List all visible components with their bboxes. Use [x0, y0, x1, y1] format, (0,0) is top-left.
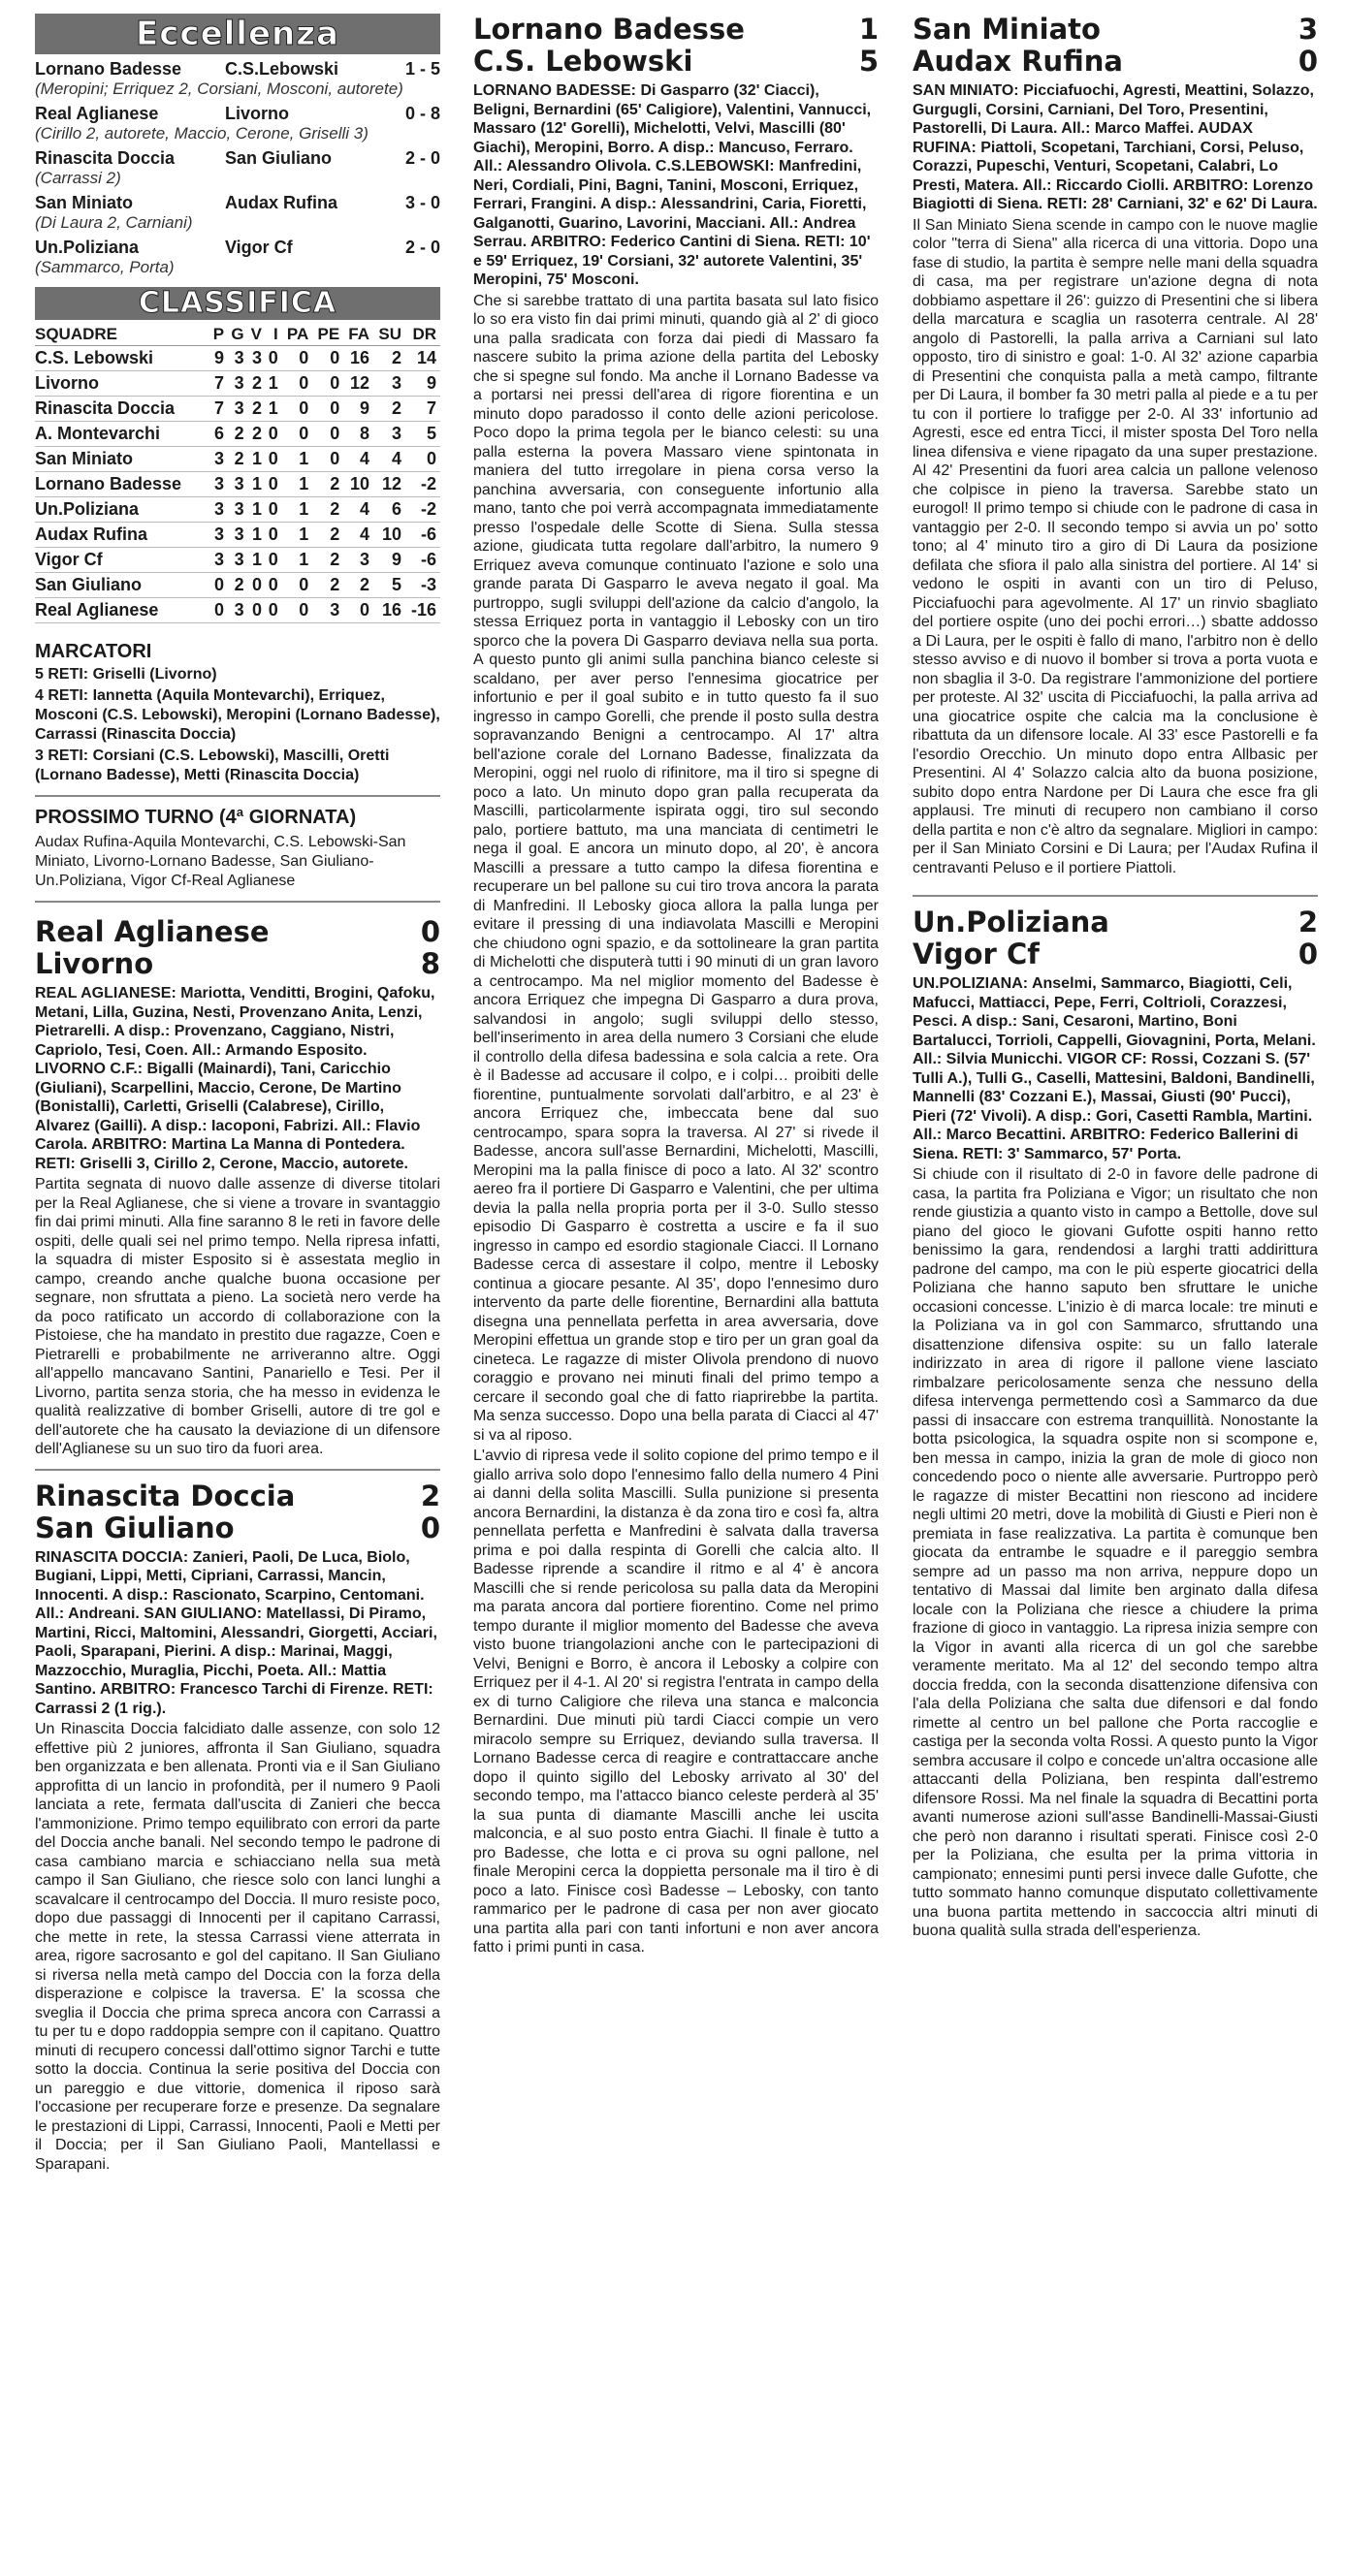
stat-cell: 4: [373, 447, 405, 472]
stat-cell: 16: [343, 346, 373, 371]
match-text: Un Rinascita Doccia falcidiato dalle assenze, con solo 12 effettive più 2 juniores, affronta il San Giuliano, squadra ben organizzata e ben allenata. Pronti via e il San Giuliano approfitta di un lancio in profondità, per il numero 9 Paoli lanciata a rete, fermata dall'uscita di Zanieri che becca l'ammonizione. Primo tempo equilibrato con errori da parte del Doccia anche banali. Nel secondo tempo le padrone di casa cambiano marcia e schiacciano nella sua metà campo il San Giuliano, che riesce solo con lanci lunghi a scavalcare il centrocampo del Doccia. Il muro resiste poco, dopo due passaggi di Innocenti per il capitano Carrassi, che mette in rete, la stessa Carrassi viene atterrata in area, rigore sacrosanto e gol del capitano. Il San Giuliano si riversa nella metà campo del Doccia con la forza della disperazione e colpisce la traversa. E' la scossa che sveglia il Doccia che prima spreca ancora con Carrassi a tu per tu e dopo raddoppia sempre con il capitano. Quattro minuti di recupero concessi dall'ottimo signor Tarchi e tutte sotto la doccia. Continua la serie positiva del Doccia con un pareggio e due vittorie, domenica il riposo sarà l'occasione per recuperare forze e presenze. Da segnalare le prestazioni di Lippi, Carrassi, Innocenti, Paoli e Metti per il Doccia; per il San Giuliano Paoli, Mantellassi e Sparapani.: [35, 1721, 440, 2173]
score: 3 - 0: [404, 193, 440, 212]
stat-cell: 2: [312, 497, 343, 523]
team-name-cell: Audax Rufina: [35, 523, 210, 548]
stat-cell: 0: [210, 598, 228, 623]
team-name-cell: Vigor Cf: [35, 548, 210, 573]
away-score: 0: [1298, 938, 1318, 970]
stat-cell: 16: [373, 598, 405, 623]
match-away-line: [35, 948, 440, 980]
stat-cell: 1: [248, 523, 266, 548]
result-item: [35, 192, 440, 233]
stat-cell: 3: [228, 497, 248, 523]
away-team: Livorno: [35, 947, 154, 980]
col-header: I: [266, 324, 282, 346]
stat-cell: 10: [343, 472, 373, 497]
stat-cell: 12: [373, 472, 405, 497]
standings-row: [35, 397, 440, 422]
col-header: DR: [405, 324, 440, 346]
stat-cell: -6: [405, 523, 440, 548]
stat-cell: 1: [248, 447, 266, 472]
match-away-line: [473, 46, 879, 78]
team-name-cell: Un.Poliziana: [35, 497, 210, 523]
stat-cell: 0: [266, 447, 282, 472]
stat-cell: 0: [282, 422, 313, 447]
team-name-cell: San Giuliano: [35, 573, 210, 598]
stat-cell: 0: [266, 497, 282, 523]
match-away-line: [35, 1512, 440, 1544]
col-header: V: [248, 324, 266, 346]
match-report: [913, 14, 1318, 877]
scorers-note: (Carrassi 2): [35, 169, 121, 187]
match-report: [473, 14, 879, 1957]
home-team: Un.Poliziana: [913, 906, 1109, 938]
stat-cell: 1: [282, 447, 313, 472]
home-score: 0: [420, 915, 440, 948]
home-score: 1: [858, 13, 879, 46]
stat-cell: 6: [210, 422, 228, 447]
stat-cell: 0: [282, 397, 313, 422]
standings-row: [35, 346, 440, 371]
stat-cell: 0: [343, 598, 373, 623]
stat-cell: -3: [405, 573, 440, 598]
team-name-cell: Real Aglianese: [35, 598, 210, 623]
stat-cell: 0: [266, 548, 282, 573]
stat-cell: -6: [405, 548, 440, 573]
stat-cell: 3: [373, 371, 405, 397]
match-formations: LORNANO BADESSE: Di Gasparro (32' Ciacci), Beligni, Bernardini (65' Caligiore), Valentini, Vannucci, Massaro (12' Gorelli), Michelotti, Velvi, Mascilli (80' Giachi), Meropini, Borro. A disp.: Mancuso, Ferraro. All.: Alessandro Olivola. C.S.LEBOWSKI: Manfredini, Neri, Cordiali, Pini, Bagni, Tanini, Mosconi, Erriquez, Ferrari, Frangini. A disp.: Alessandrini, Caria, Fioretti, Galganotti, Guarino, Lavorini, Macciani. All.: Andrea Serrau. ARBITRO: Federico Cantini di Siena. RETI: 10' e 59' Erriquez, 19' Corsiani, 32' autorete Valentini, 35' Meropini, 75' Mosconi.: [473, 82, 872, 288]
score: 2 - 0: [404, 238, 440, 257]
stat-cell: 3: [373, 422, 405, 447]
col-header: P: [210, 324, 228, 346]
stat-cell: 4: [343, 523, 373, 548]
home-score: 3: [1298, 13, 1318, 46]
match-home-line: [35, 1480, 440, 1512]
match-formations: UN.POLIZIANA: Anselmi, Sammarco, Biagiotti, Celi, Mafucci, Mattiacci, Pepe, Ferri, Coltrioli, Corazzesi, Pesci. A disp.: Sani, Cesaroni, Martino, Boni Bartalucci, Torrioli, Cappelli, Giovagnini, Porta, Melani. All.: Silvia Municchi. VIGOR CF: Rossi, Cozzani S. (57' Tulli A.), Tulli G., Caselli, Mattesini, Baldoni, Bandinelli, Mannelli (83' Cozzani E.), Massai, Giusti (90' Pucci), Pieri (72' Vivoli). A disp.: Gori, Casetti Rambla, Martini. All.: Marco Becattini. ARBITRO: Federico Ballerini di Siena. RETI: 3' Sammarco, 57' Porta.: [913, 975, 1316, 1162]
col-header: SQUADRE: [35, 324, 210, 346]
stat-cell: 3: [228, 523, 248, 548]
next-round-title: PROSSIMO TURNO (4ª GIORNATA): [35, 807, 357, 828]
divider: [35, 1469, 440, 1471]
stat-cell: 3: [228, 472, 248, 497]
away-score: 5: [858, 45, 879, 78]
away-score: 0: [420, 1511, 440, 1544]
column-middle: [473, 14, 879, 1957]
stat-cell: 0: [266, 523, 282, 548]
scorers-note: (Meropini; Erriquez 2, Corsiani, Mosconi, autorete): [35, 80, 403, 98]
divider: [913, 895, 1318, 897]
home-team: Lornano Badesse: [35, 59, 182, 79]
team-name-cell: A. Montevarchi: [35, 422, 210, 447]
stat-cell: 3: [228, 397, 248, 422]
stat-cell: 9: [373, 548, 405, 573]
standings-row: [35, 523, 440, 548]
match-text: Il San Miniato Siena scende in campo con le nuove maglie color "terra di Siena" alla ricerca di una vittoria. Dopo una fase di studio, la partita è sempre nelle mani della squadra di casa, ma per registrare un'azione degna di nota dobbiamo aspettare il 26': guizzo di Presentini che si libera della marcatura e scaglia un rasoterra centrale. Al 28' angolo di Pastorelli, la palla arriva a Carniani sul lato opposto, tiro di sinistro e goal: 1-0. Al 32' azione caparbia di Presentini che conquista palla a metà campo, filtrante per Di Laura, il bomber fa 30 metri palla al piede e a tu per tu con il portiere lo trafigge per 2-0. Al 33' infortunio ad Agresti, esce ed entra Ticci, il mister sposta Del Toro nella linea difensiva e viene ripagato da una super prestazione. Al 42' Presentini da fuori area calcia un pallone velenoso che colpisce in pieno la traversa. Sarebbe stato un eurogol! Il primo tempo si chiude con le padrone di casa in vantaggio per 2-0. Il secondo tempo si avvia un po' sotto tono; al 4' minuto tiro a giro di Di Laura da posizione defilata che sfiora il palo alla sinistra del portiere. Al 14' si vedono le ospiti in avanti con un tiro di Peluso, Picciafuochi para agevolmente. Al 17' un rinvio sbagliato del portiere ospite (uno dei pochi errori…) sbatte addosso a Di Laura, per le ospiti è fallo di mano, l'arbitro non è dello stesso avviso e di nuovo il bomber si trova a porta vuota e non sbaglia il 3-0. Da registrare l'ammonizione del portiere per proteste. Al 32' uscita di Picciafuochi, la palla arriva ad una giocatrice ospite che calcia ma la conclusione è ribattuta da un difensore locale. Al 33' esce Pastorelli e fa l'esordio Orecchio. Un minuto dopo entra Allbasic per Presentini. Al 4' Solazzo calcia alto da buona posizione, subito dopo entra Nardone per Di Laura che esce fra gli applausi. Tre minuti di recupero non cambiano il corso della partita e non c'è altro da segnalare. Migliori in campo: per il San Miniato Corsini e Di Laura; per l'Audax Rufina il centravanti Peluso e il portiere Piattoli.: [913, 216, 1318, 876]
standings-row: [35, 573, 440, 598]
stat-cell: 3: [210, 472, 228, 497]
match-text: Partita segnata di nuovo dalle assenze di diverse titolari per la Real Aglianese, che si viene a trovare in svantaggio fin dai primi minuti. Alla fine saranno 8 le reti in favore delle ospiti, delle quali sei nel primo tempo. Nella ripresa infatti, la squadra di mister Esposito si è assestata meglio in campo, creando anche qualche buona occasione per segnare, non sfruttata a pieno. La società nero verde ha da poco ratificato un accordo di collaborazione con la Pistoiese, che ha mandato in prestito due ragazze, Coen e Pietrarelli e probabilmente ne arriveranno altre. Oggi all'appello mancavano Santini, Panariello e Tesi. Per il Livorno, partita senza storia, che ha messo in evidenza le qualità realizzative di bomber Griselli, autore di tre gol e dell'autorete che ha causato la deviazione di un difensore dell'Aglianese su un suo tiro da fuori area.: [35, 1176, 440, 1457]
scorers-note: (Di Laura 2, Carniani): [35, 213, 193, 232]
stat-cell: 5: [373, 573, 405, 598]
home-team: Rinascita Doccia: [35, 1479, 296, 1512]
stat-cell: 0: [312, 447, 343, 472]
stat-cell: 0: [210, 573, 228, 598]
stat-cell: 1: [266, 371, 282, 397]
scorers-line: 3 RETI: Corsiani (C.S. Lebowski), Mascilli, Oretti (Lornano Badesse), Metti (Rinascita Doccia): [35, 747, 390, 783]
scorers-line: 5 RETI: Griselli (Livorno): [35, 666, 217, 683]
match-formations: SAN MINIATO: Picciafuochi, Agresti, Meattini, Solazzo, Gurgugli, Corsini, Carniani, Del Toro, Presentini, Pastorelli, Di Laura. All.: Marco Maffei. AUDAX RUFINA: Piattoli, Scopetani, Tarchiani, Corsi, Peluso, Corazzi, Pupeschi, Venturi, Scopetani, Calabri, Lo Presti, Matera. All.: Riccardo Ciolli. ARBITRO: Lorenzo Biagiotti di Siena. RETI: 28' Carniani, 32' e 62' Di Laura.: [913, 82, 1318, 212]
match-formations: RINASCITA DOCCIA: Zanieri, Paoli, De Luca, Biolo, Bugiani, Lippi, Metti, Cipriani, Carrassi, Mancin, Innocenti. A disp.: Rascionato, Scarpino, Centomani. All.: Andreani. SAN GIULIANO: Matellassi, Di Piramo, Martini, Ricci, Maltomini, Alessandri, Giorgetti, Acciari, Paoli, Sparapani, Pierini. A disp.: Marinai, Maggi, Mazzocchio, Muraglia, Picchi, Poeta. All.: Mattia Santino. ARBITRO: Francesco Tarchi di Firenze. RETI: Carrassi 2 (1 rig.).: [35, 1548, 437, 1717]
stat-cell: 2: [228, 573, 248, 598]
away-score: 0: [1298, 45, 1318, 78]
col-header: PE: [312, 324, 343, 346]
match-away-line: [913, 938, 1318, 970]
standings-table: [35, 324, 440, 623]
divider: [35, 795, 440, 797]
stat-cell: 2: [312, 573, 343, 598]
away-team: San Giuliano: [225, 148, 333, 168]
stat-cell: 3: [343, 548, 373, 573]
stat-cell: 9: [343, 397, 373, 422]
stat-cell: 0: [405, 447, 440, 472]
stat-cell: 0: [282, 346, 313, 371]
standings-row: [35, 472, 440, 497]
stat-cell: 0: [248, 598, 266, 623]
stat-cell: 2: [373, 397, 405, 422]
col-header: G: [228, 324, 248, 346]
stat-cell: 7: [210, 397, 228, 422]
stat-cell: 0: [312, 346, 343, 371]
stat-cell: 4: [343, 497, 373, 523]
away-score: 8: [420, 947, 440, 980]
stat-cell: 3: [312, 598, 343, 623]
results-banner: Eccellenza: [35, 14, 440, 54]
stat-cell: 4: [343, 447, 373, 472]
stat-cell: 14: [405, 346, 440, 371]
stat-cell: 0: [266, 472, 282, 497]
away-team: C.S.Lebowski: [225, 59, 339, 79]
stat-cell: 2: [248, 422, 266, 447]
away-team: Audax Rufina: [225, 193, 338, 212]
standings-row: [35, 371, 440, 397]
result-item: [35, 103, 440, 143]
standings-row: [35, 447, 440, 472]
score: 2 - 0: [404, 148, 440, 168]
match-report: [913, 906, 1318, 1941]
stat-cell: 1: [282, 497, 313, 523]
result-item: [35, 237, 440, 277]
stat-cell: 0: [312, 371, 343, 397]
col-header: FA: [343, 324, 373, 346]
stat-cell: 0: [312, 397, 343, 422]
match-home-line: [473, 14, 879, 46]
away-team: Audax Rufina: [913, 45, 1123, 78]
team-name-cell: San Miniato: [35, 447, 210, 472]
standings-banner: CLASSIFICA: [35, 287, 440, 320]
standings-row: [35, 548, 440, 573]
match-text: Che si sarebbe trattato di una partita basata sul lato fisico lo so era visto fin dai primi minuti, quando già al 2' di gioco una palla sradicata con forza dai piedi di Massaro fa nascere subito la prima azione della partita del Lebosky che si spegne sul fondo. Ma anche il Lornano Badesse va a portarsi nei pressi dell'area di rigore fiorentina e un minuto dopo paradosso il conto delle azioni pericolose. Poco dopo la prima tegola per le bianco celesti: su una palla esterna la povera Massaro viene spintonata in maniera del tutto irregolare in piena corsa verso la panchina avversaria, con conseguente infortunio alla mano, tanto che poi verrà accompagnata immediatamente presso l'ospedale delle Scotte di Siena. Sulla stessa azione, giudicata tutta regolare dall'arbitro, la numero 9 Erriquez aveva comunque continuato l'azione e solo una grande parata Di Gasparro le aveva negato il goal. Ma purtroppo, sugli sviluppi dell'azione da calcio d'angolo, la stessa Erriquez porta in vantaggio il Lebosky con un tiro sporco che la povera Di Gasparro deviava nella sua porta. A questo punto gli animi sulla panchina bianco celeste si scaldano, per aver perso l'ennesima giocatrice per infortunio e per il goal subito e in tutto questo fa il suo ingresso in campo Gorelli, che prende il posto sulla destra sopravanzando Benigni a centrocampo. Al 17' altra bell'azione corale del Lornano Badesse, finalizzata da Meropini, oggi nel ruolo di rifinitore, ma il tiro si spegne di poco a lato. Un minuto dopo gran palla recuperata da Mascilli, particolarmente ispirata oggi, tiro sul secondo palo, portiere battuto, ma una manciata di centimetri le nega il goal. E ancora un minuto dopo, al 20', è ancora Mascilli a pressare a tutto campo la difesa fiorentina e recuperare un bel pallone su cui tiro trova ancora la parata di Manfredini. Il Lebosky gioca allora la palla lunga per evitare il pressing di una indiavolata Mascilli e Meropini che chiudono ogni spazio, e da sottolineare la gran partita di Michelotti che disputerà tutti i 90 minuti di un gran lavoro a centrocampo. Ma nel miglior momento del Badesse è ancora Erriquez che impegna Di Gasparro a dura prova, salvandosi in angolo; sugli sviluppi dello stesso, bell'inserimento in area della numero 3 Corsiani che elude il controllo della difesa badessina e sola calcia a rete. Ora è il Badesse ad accusare il colpo, e i colpi… proibiti delle fiorentine, puntualmente sorvolati dall'arbitro, e al 23' è ancora Erriquez che, imbeccata bene dal suo centrocampo, spara sopra la traversa. Al 27' si rivede il Badesse, ancora sull'asse Bernardini, Michelotti, Mascilli, Meropini ma la palla finisce di poco a lato. Al 32' scontro aereo fra il portiere Di Gasparro e Valentini, che per ultima devia la palla nella propria porta per il 3-0. Sullo stesso episodio Di Gasparro è costretta a uscire e fa il suo ingresso in campo ed esordio stagionale Ciacci. Il Lornano Badesse cerca di assestare il colpo, mentre il Lebosky continua a giocare pesante. Al 35', dopo l'ennesimo duro intervento da parte delle fiorentine, Bernardini alla battuta disegna una pennellata perfetta in area avversaria, dove Meropini effettua un grande stop e tiro per un gran goal da cineteca. Le ragazze di mister Olivola prendono di nuovo coraggio e provano nei minuti finali del primo tempo a cercare il secondo goal che di fatto riaprirebbe la partita. Ma senza successo. Dopo una bella parata di Ciacci al 47' si va al riposo.: [473, 292, 879, 1444]
standings-row: [35, 497, 440, 523]
score: 0 - 8: [404, 104, 440, 123]
stat-cell: 0: [248, 573, 266, 598]
col-header: PA: [282, 324, 313, 346]
stat-cell: 3: [228, 346, 248, 371]
home-team: Un.Poliziana: [35, 238, 140, 257]
stat-cell: 0: [266, 346, 282, 371]
score: 1 - 5: [404, 59, 440, 79]
stat-cell: 0: [266, 573, 282, 598]
stat-cell: 7: [210, 371, 228, 397]
home-team: Real Aglianese: [35, 915, 270, 948]
scorers-note: (Cirillo 2, autorete, Maccio, Cerone, Griselli 3): [35, 124, 369, 143]
result-item: [35, 58, 440, 99]
away-team: C.S. Lebowski: [473, 45, 693, 78]
scorers-line: 4 RETI: Iannetta (Aquila Montevarchi), Erriquez, Mosconi (C.S. Lebowski), Meropini (Lornano Badesse), Carrassi (Rinascita Doccia): [35, 687, 440, 743]
match-text: Si chiude con il risultato di 2-0 in favore delle padrone di casa, la partita fra Poliziana e Vigor; un risultato che non rende giustizia a quanto visto in campo a Bettolle, dove sul piano del gioco le giovani Gufotte ospiti hanno retto benissimo la gara, rendendosi a larghi tratti addirittura padrone del campo, ma con le più esperte giocatrici della Poliziana che hanno saputo ben sfruttare le uniche occasioni concesse. L'inizio è di marca locale: tre minuti e la Poliziana va in gol con Sammarco, sfruttando una disattenzione difensiva ospite: su un fallo laterale indirizzato in area di rigore il pallone viene lasciato rimbalzare pericolosamente senza che nessuno della difesa intervenga permettendo così a Sammarco da due passi di insaccare con estrema tranquillità. Nonostante la botta psicologica, la squadra ospite non si scompone e, ben messa in campo, inizia la gran de mole di gioco non concedendo poco o niente alle avversarie. Purtroppo però le ragazze di mister Becattini non riescono ad incidere negli ultimi 20 metri, dove la mobilità di Giusti e Pieri non è premiata in fase realizzativa. La partita è comunque ben giocata da entrambe le squadre e il pareggio sembra sempre ad un passo ma non arriva, neppure dopo un tentativo di Massai dal limite ben arginato dalla difesa locale con la Poliziana che riesce a chiudere la prima frazione di gioco in vantaggio. La ripresa inizia sempre con la Vigor in avanti alla ricerca di un gol che sarebbe veramente meritato. Ma al 12' del secondo tempo altra doccia fredda, con la seconda disattenzione difensiva con l'ala della Poliziana che salta due difensori e dal fondo rimette al centro un bel pallone che Porta raccoglie e castiga per la seconda volta Rossi. A questo punto la Vigor sembra accusare il colpo e concede un'altra occasione alle attaccanti della Poliziana, ben respinta dall'estremo difensore Rossi. Ma nel finale la squadra di Becattini porta avanti numerose azioni sull'asse Bandinelli-Massai-Giusti che però non daranno i risultati sperati. Finisce così 2-0 per la Poliziana, che esulta per la prima vittoria in campionato; ennesimi punti persi invece dalle Gufotte, che tutto sommato hanno comunque disputato collettivamente una buona partita mettendo in saccoccia altri minuti di buona qualità sulla strada dell'esperienza.: [913, 1166, 1318, 1939]
stat-cell: 10: [373, 523, 405, 548]
standings-row: [35, 598, 440, 623]
column-left: [35, 14, 440, 2174]
stat-cell: 2: [312, 523, 343, 548]
match-report: [35, 916, 440, 1459]
match-formations: REAL AGLIANESE: Mariotta, Venditti, Brogini, Qafoku, Metani, Lilla, Guzina, Nesti, Provenzano Anita, Lenzi, Pietrarelli. A disp.: Provenzano, Caggiano, Nistri, Capriolo, Tesi, Coen. All.: Armando Esposito. LIVORNO C.F.: Bigalli (Mainardi), Tani, Caricchio (Giuliani), Scarpellini, Maccio, Cerone, De Martino (Bonistalli), Carletti, Griselli (Calabrese), Cirillo, Alvarez (Gailli). A disp.: Iacoponi, Fabrizi. All.: Flavio Carola. ARBITRO: Martina La Manna di Pontedera. RETI: Griselli 3, Cirillo 2, Cerone, Maccio, autorete.: [35, 985, 435, 1172]
home-score: 2: [420, 1479, 440, 1512]
stat-cell: 0: [312, 422, 343, 447]
column-right: [913, 14, 1318, 1941]
away-team: Livorno: [225, 104, 289, 123]
match-home-line: [913, 906, 1318, 938]
stat-cell: 2: [248, 371, 266, 397]
stat-cell: 3: [210, 497, 228, 523]
away-team: Vigor Cf: [225, 238, 293, 257]
stat-cell: 2: [373, 346, 405, 371]
standings-header-row: [35, 324, 440, 346]
stat-cell: 12: [343, 371, 373, 397]
stat-cell: 0: [282, 598, 313, 623]
home-team: Real Aglianese: [35, 104, 159, 123]
away-team: Vigor Cf: [913, 938, 1040, 970]
stat-cell: 1: [266, 397, 282, 422]
col-header: SU: [373, 324, 405, 346]
stat-cell: 3: [228, 598, 248, 623]
stat-cell: 1: [248, 472, 266, 497]
stat-cell: 7: [405, 397, 440, 422]
stat-cell: 2: [312, 548, 343, 573]
result-item: [35, 147, 440, 188]
home-team: Rinascita Doccia: [35, 148, 176, 168]
match-home-line: [913, 14, 1318, 46]
home-team: San Miniato: [913, 13, 1101, 46]
match-home-line: [35, 916, 440, 948]
results-list: [35, 58, 440, 277]
stat-cell: 3: [228, 371, 248, 397]
stat-cell: 3: [210, 523, 228, 548]
stat-cell: 1: [282, 548, 313, 573]
stat-cell: 3: [248, 346, 266, 371]
match-away-line: [913, 46, 1318, 78]
match-report: [35, 1480, 440, 2175]
match-text: L'avvio di ripresa vede il solito copione del primo tempo e il giallo arriva solo dopo l'ennesimo fallo della numero 4 Pini ai danni della solita Mascilli. Sulla punizione si presenta ancora Bernardini, la distanza è da zona tiro e così fa, altra pennellata perfetta e Manfredini è salvata dalla traversa prima e poi dalla respinta di Gorelli che calcia alto. Il Badesse riprende a scandire il ritmo e al 4' è ancora Mascilli che si rende pericolosa su palla data da Meropini ma parata ancora dal portiere fiorentino. Come nel primo tempo durante il miglior momento del Badesse che aveva visto buone triangolazioni anche con le partecipazioni di Velvi, Benigni e Borro, è ancora il Lebosky a colpire con Erriquez per il 4-1. Al 20' si registra l'entrata in campo della ex di turno Caligiore che rileva una stanca e malconcia Bernardini. Due minuti più tardi Ciacci compie un vero miracolo sempre su Erriquez, deviando sulla traversa. Il Lornano Badesse cerca di reagire e contrattaccare anche dopo il quinto sigillo del Lebosky arrivato al 30' del secondo tempo, ma l'attacco bianco celeste perderà al 35' la sua punta di diamante Mascilli anche lei uscita malconcia, e al suo posto entra Giachi. Il finale è tutto a pro Badesse, che lotta e ci prova su ogni pallone, nel finale Meropini cerca la doppietta personale ma il tiro è di poco a lato. Finisce così Badesse – Lebosky, con tanto rammarico per le padrone di casa per non aver giocato una partita alla pari con tanti infortuni e non aver ancora fatto i primi punti in casa.: [473, 1447, 880, 1956]
stat-cell: 2: [248, 397, 266, 422]
stat-cell: 9: [405, 371, 440, 397]
stat-cell: 3: [228, 548, 248, 573]
away-team: San Giuliano: [35, 1511, 235, 1544]
stat-cell: 2: [228, 422, 248, 447]
stat-cell: 5: [405, 422, 440, 447]
team-name-cell: Rinascita Doccia: [35, 397, 210, 422]
stat-cell: 0: [266, 598, 282, 623]
stat-cell: -2: [405, 472, 440, 497]
scorers-note: (Sammarco, Porta): [35, 258, 175, 276]
stat-cell: -16: [405, 598, 440, 623]
next-round-text: Audax Rufina-Aquila Montevarchi, C.S. Lebowski-San Miniato, Livorno-Lornano Badesse, San Giuliano-Un.Poliziana, Vigor Cf-Real Aglianese: [35, 834, 406, 889]
stat-cell: 1: [282, 523, 313, 548]
stat-cell: 9: [210, 346, 228, 371]
stat-cell: 6: [373, 497, 405, 523]
stat-cell: 8: [343, 422, 373, 447]
home-team: Lornano Badesse: [473, 13, 745, 46]
stat-cell: 3: [210, 447, 228, 472]
team-name-cell: Livorno: [35, 371, 210, 397]
standings-row: [35, 422, 440, 447]
scorers-title: MARCATORI: [35, 641, 152, 662]
home-score: 2: [1298, 906, 1318, 938]
divider: [35, 901, 440, 903]
stat-cell: -2: [405, 497, 440, 523]
stat-cell: 0: [282, 573, 313, 598]
stat-cell: 0: [282, 371, 313, 397]
stat-cell: 1: [282, 472, 313, 497]
stat-cell: 1: [248, 497, 266, 523]
stat-cell: 3: [210, 548, 228, 573]
stat-cell: 0: [266, 422, 282, 447]
stat-cell: 2: [343, 573, 373, 598]
stat-cell: 2: [312, 472, 343, 497]
team-name-cell: C.S. Lebowski: [35, 346, 210, 371]
team-name-cell: Lornano Badesse: [35, 472, 210, 497]
home-team: San Miniato: [35, 193, 134, 212]
stat-cell: 2: [228, 447, 248, 472]
stat-cell: 1: [248, 548, 266, 573]
